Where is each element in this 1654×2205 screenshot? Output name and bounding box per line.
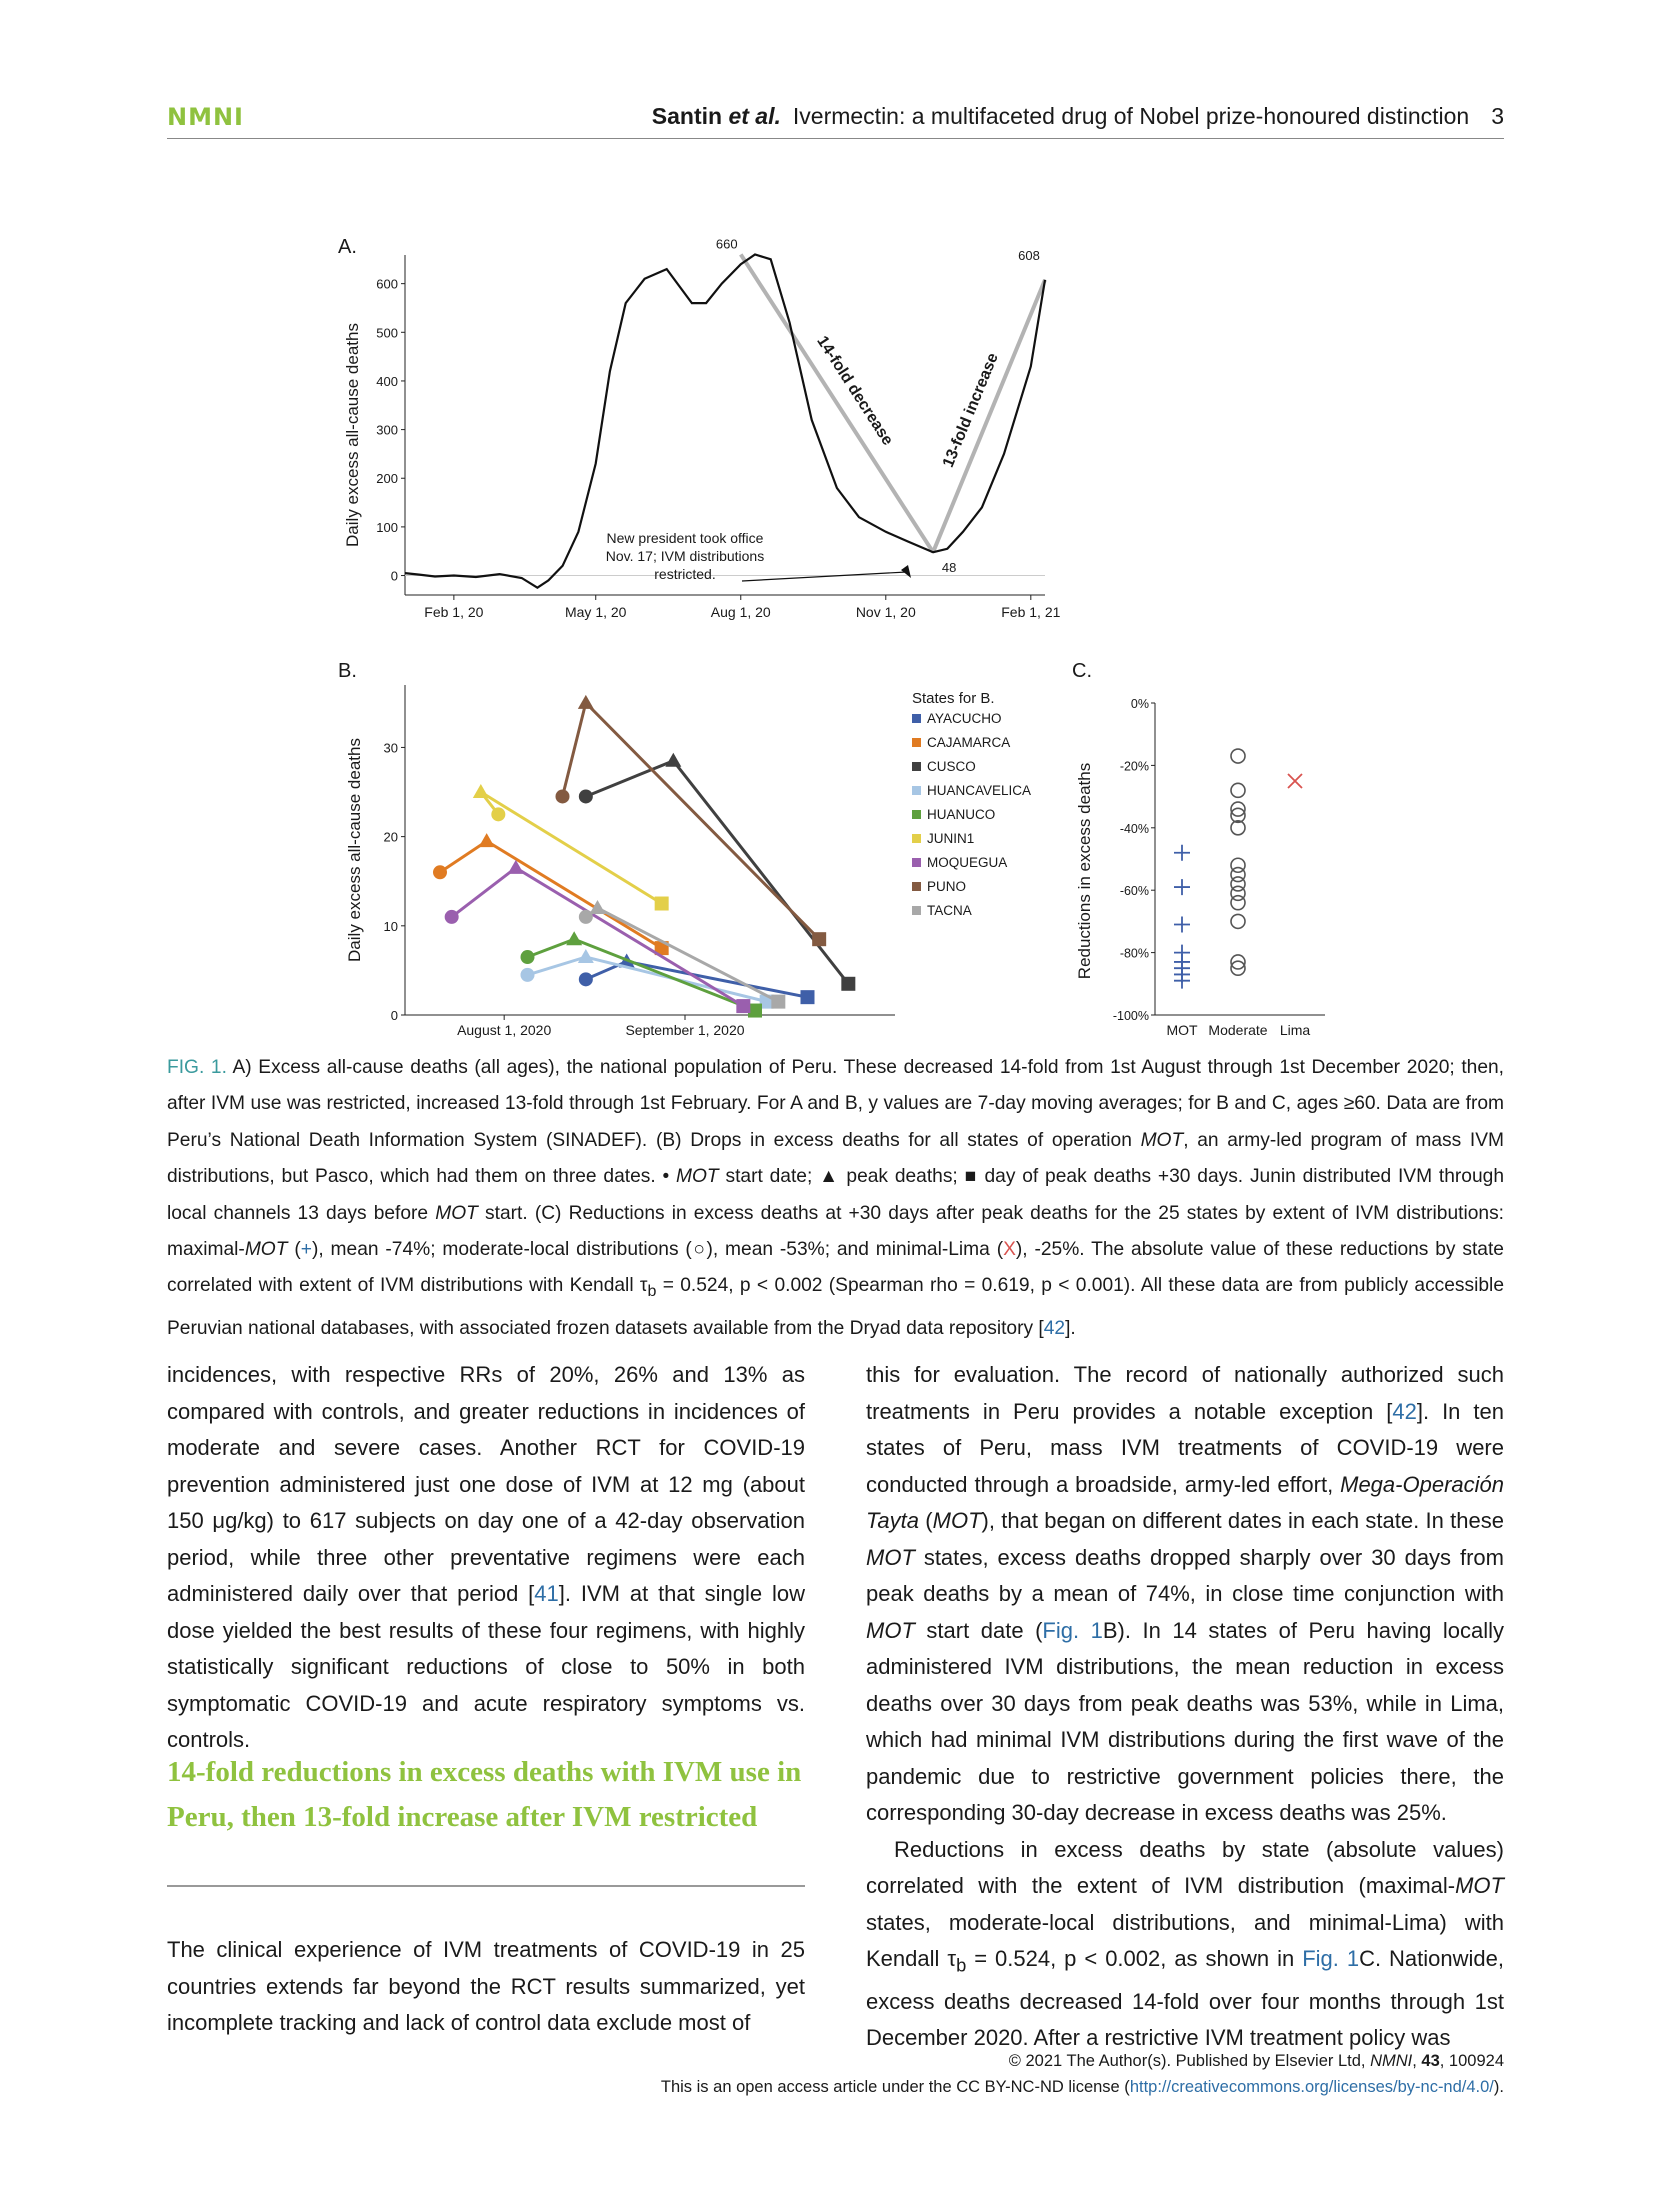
panel-a-x-tick-label: Aug 1, 20 xyxy=(710,604,771,620)
panel-b-legend-swatch xyxy=(912,834,921,843)
panel-b-series-line xyxy=(440,841,662,948)
caption-mot: MOT xyxy=(1140,1129,1184,1151)
footer-license xyxy=(661,2078,1504,2097)
panel-a-trend-label-decrease: 14-fold decrease xyxy=(813,333,897,449)
panel-a-y-tick-label: 600 xyxy=(376,276,398,292)
text: ]. IVM at that single low dose yielded the best results of these four regimens, with highly statistically significant reductions of close to 50% in both symptomatic COVID-19 and acute respiratory symptoms vs. controls. xyxy=(167,1581,805,1752)
panel-a-trough-label: 48 xyxy=(941,560,957,576)
text: ]. In ten states of Peru, mass IVM treatments of COVID-19 were conducted through a broadside, army-led effort, xyxy=(866,1398,1504,1497)
subscript: b xyxy=(956,1954,967,1976)
panel-c-mot-marker xyxy=(1174,879,1190,895)
caption-text: ), mean -74%; moderate-local distributions ( xyxy=(311,1239,692,1261)
panel-b-legend-label: JUNIN1 xyxy=(927,831,975,846)
panel-b-end-marker xyxy=(736,999,750,1013)
panel-a-y-tick-label: 400 xyxy=(376,373,398,389)
panel-b-start-marker xyxy=(521,968,535,982)
text: B). In 14 states of Peru having locally administered IVM distributions, the mean reduction in excess deaths over 30 days from peak deaths was 53%, while in Lima, which had minimal IVM distributions during the first wave of the pandemic due to restrictive government policies there, the corresponding 30-day decrease in excess deaths was 25%. xyxy=(866,1617,1504,1825)
panel-b-legend-label: CUSCO xyxy=(927,759,976,774)
panel-b-peak-marker xyxy=(566,931,582,945)
header-rule xyxy=(167,138,1504,139)
panel-c-moderate-marker xyxy=(1231,783,1245,797)
panel-b-peak-marker xyxy=(578,949,594,963)
panel-b-legend-label: HUANUCO xyxy=(927,807,996,822)
header-etal: et al. xyxy=(728,103,781,129)
caption-text: ( xyxy=(287,1239,301,1261)
journal-name: NMNI xyxy=(167,103,244,131)
page-number: 3 xyxy=(1491,103,1504,129)
panel-c-mot-marker xyxy=(1174,917,1190,933)
panel-b-peak-marker xyxy=(578,695,594,709)
panel-b-end-marker xyxy=(812,932,826,946)
panel-c-y-tick-label: -40% xyxy=(1119,821,1149,836)
right-column xyxy=(866,1357,1504,2057)
caption-label: FIG. 1. xyxy=(167,1057,227,1078)
panel-b-legend-label: AYACUCHO xyxy=(927,711,1002,726)
panel-b-start-marker xyxy=(491,807,505,821)
panel-c-lima-marker xyxy=(1288,774,1302,788)
panel-a-trend-label-increase: 13-fold increase xyxy=(939,350,1002,470)
caption-text: ]. xyxy=(1065,1317,1076,1339)
paragraph: The clinical experience of IVM treatments of COVID-19 in 25 countries extends far beyond the RCT results summarized, yet incomplete tracking and lack of control data exclude most of xyxy=(167,1937,805,2035)
panel-a-label: A. xyxy=(338,236,357,258)
panel-b-end-marker xyxy=(771,995,785,1009)
text: this for evaluation. The record of nationally authorized such treatments in Peru provides a notable exception [ xyxy=(866,1362,1504,1424)
text: ), that began on different dates in each state. In these xyxy=(981,1508,1504,1533)
left-column-top xyxy=(167,1357,805,1759)
ref-42-link[interactable]: 42 xyxy=(1392,1398,1417,1424)
license-link[interactable]: http://creativecommons.org/licenses/by-nc-nd/4.0/ xyxy=(1129,2078,1494,2096)
panel-b-end-marker xyxy=(801,990,815,1004)
section-title: 14-fold reductions in excess deaths with IVM use in Peru, then 13-fold increase after IVM restricted xyxy=(167,1756,802,1833)
panel-c-x-tick-label: Moderate xyxy=(1208,1022,1268,1038)
text: start date ( xyxy=(914,1617,1043,1643)
panel-b-legend-swatch xyxy=(912,858,921,867)
caption-text: ), -25%. The absolute value of these reductions by state correlated with extent of IVM distributions with Kendall τ xyxy=(167,1239,1504,1297)
header-authors: Santin xyxy=(651,103,723,129)
panel-c-label: C. xyxy=(1072,660,1092,682)
caption-mot: MOT xyxy=(676,1166,719,1188)
section-rule xyxy=(167,1885,805,1887)
figure-caption xyxy=(167,1050,1504,1347)
caption-plus-symbol: + xyxy=(300,1239,312,1261)
panel-b-label: B. xyxy=(338,660,357,682)
panel-b-legend-swatch xyxy=(912,786,921,795)
caption-circle-symbol: ○ xyxy=(691,1239,707,1261)
panel-c-y-axis-label: Reductions in excess deaths xyxy=(1075,762,1094,980)
panel-a-note-line: restricted. xyxy=(654,566,716,582)
panel-a-y-tick-label: 100 xyxy=(376,519,398,535)
panel-b-legend-label: HUANCAVELICA xyxy=(927,783,1032,798)
caption-text: , an army-led program of mass IVM distributions, but Pasco, which had them on three dates. • xyxy=(167,1129,1504,1188)
panel-a-note-line: Nov. 17; IVM distributions xyxy=(605,548,765,564)
panel-b-start-marker xyxy=(433,865,447,879)
panel-b-series-line xyxy=(563,703,820,939)
panel-c-y-tick-label: -60% xyxy=(1119,884,1149,899)
panel-a-peak2-label: 608 xyxy=(1018,247,1040,263)
panel-b-legend-title: States for B. xyxy=(912,690,995,707)
text-italic: MOT xyxy=(866,1544,915,1570)
panel-b-series-line xyxy=(528,939,756,1010)
panel-b-y-tick-label: 20 xyxy=(383,829,398,845)
panel-b-x-tick-label: September 1, 2020 xyxy=(625,1022,745,1038)
panel-b-legend-label: MOQUEGUA xyxy=(927,855,1008,870)
panel-c-moderate-marker xyxy=(1231,896,1245,910)
panel-b-series-line xyxy=(528,957,767,1002)
panel-b-start-marker xyxy=(579,789,593,803)
panel-c-y-tick-label: 0% xyxy=(1130,697,1149,711)
panel-b-legend-swatch xyxy=(912,810,921,819)
text: states, moderate-local distributions, and minimal-Lima) with Kendall τ xyxy=(866,1909,1504,1971)
text-italic: MOT xyxy=(932,1508,982,1533)
running-title: Ivermectin: a multifaceted drug of Nobel prize-honoured distinction xyxy=(792,103,1470,129)
paragraph xyxy=(866,1357,1504,1832)
panel-c-y-tick-label: -20% xyxy=(1119,759,1149,774)
panel-c-x-tick-label: MOT xyxy=(1166,1022,1198,1038)
panel-a-x-tick-label: Feb 1, 21 xyxy=(1001,604,1061,620)
caption-ref-42-link[interactable]: 42 xyxy=(1043,1317,1066,1339)
text: states, excess deaths dropped sharply over 30 days from peak deaths by a mean of 74%, in close time conjunction with xyxy=(866,1544,1504,1606)
text: C. Nationwide, excess deaths decreased 14-fold over four months through 1st December 2020. After a restrictive IVM treatment policy was xyxy=(866,1946,1504,2051)
text-italic: Mega-Operación Tayta xyxy=(866,1471,1504,1533)
panel-a-x-tick-label: Nov 1, 20 xyxy=(855,604,916,620)
panel-b-start-marker xyxy=(521,950,535,964)
text: incidences, with respective RRs of 20%, 26% and 13% as compared with controls, and greater reductions in incidences of moderate and severe cases. Another RCT for COVID-19 prevention administered just one dose of IVM at 12 mg (about 150 μg/kg) to 617 subjects on day one of a 42-day observation period, while three other preventative regimens were each administered daily over that period [ xyxy=(167,1362,805,1606)
panel-c-moderate-marker xyxy=(1231,914,1245,928)
panel-b-legend-swatch xyxy=(912,714,921,723)
caption-text: start date; ▲ peak deaths; ■ day of peak deaths +30 days. Junin distributed IVM through local channels 13 days before xyxy=(167,1166,1504,1224)
caption-text: start. (C) Reductions in excess deaths at +30 days after peak deaths for the 25 states by extent of IVM distributions: maximal- xyxy=(167,1202,1505,1261)
panel-a-y-axis-label: Daily excess all-cause deaths xyxy=(343,323,362,547)
text: = 0.524, p < 0.002, as shown in xyxy=(966,1946,1303,1971)
panel-b-legend-swatch xyxy=(912,738,921,747)
caption-subscript: b xyxy=(647,1283,657,1301)
panel-a-trend-line xyxy=(741,254,933,552)
panel-c-mot-marker xyxy=(1174,845,1190,861)
panel-a-note-arrow-line xyxy=(742,572,907,581)
panel-b-start-marker xyxy=(579,972,593,986)
caption-text: = 0.524, p < 0.002 (Spearman rho = 0.619, p < 0.001). All these data are from publicly accessible Peruvian national databases, with associated frozen datasets available from the Dryad data repository [ xyxy=(167,1275,1504,1339)
caption-x-symbol: X xyxy=(1003,1239,1016,1261)
panel-b-legend-label: TACNA xyxy=(927,903,972,918)
fig-1c-link[interactable]: Fig. 1 xyxy=(1302,1946,1360,1971)
panel-b-y-tick-label: 0 xyxy=(390,1008,398,1023)
text: , 100924 xyxy=(1439,2052,1504,2070)
panel-b-end-marker xyxy=(841,977,855,991)
panel-b-series-line xyxy=(586,761,849,984)
fig-1b-link[interactable]: Fig. 1 xyxy=(1042,1617,1103,1643)
panel-c-x-tick-label: Lima xyxy=(1279,1022,1311,1038)
caption-text: ), mean -53%; and minimal-Lima ( xyxy=(706,1239,1004,1261)
text: © 2021 The Author(s). Published by Elsevier Ltd, xyxy=(1008,2052,1371,2070)
caption-mot: MOT xyxy=(435,1202,478,1224)
panel-b-start-marker xyxy=(445,910,459,924)
panel-b-y-axis-label: Daily excess all-cause deaths xyxy=(345,738,364,962)
text: ). xyxy=(1493,2078,1504,2096)
panel-b-series-line xyxy=(481,792,662,904)
text: , xyxy=(1412,2052,1422,2070)
panel-b-peak-marker xyxy=(479,833,495,847)
text-italic: MOT xyxy=(866,1617,915,1643)
panel-b-end-marker xyxy=(655,897,669,911)
panel-a-peak1-label: 660 xyxy=(715,236,738,252)
paragraph xyxy=(167,1357,805,1759)
panel-b-peak-marker xyxy=(665,753,681,767)
panel-c-moderate-marker xyxy=(1231,749,1245,763)
running-header xyxy=(167,103,1504,137)
caption-mot: MOT xyxy=(244,1239,288,1261)
text-bold: 43 xyxy=(1421,2052,1440,2070)
text-italic: NMNI xyxy=(1370,2052,1413,2070)
panel-b-y-tick-label: 10 xyxy=(383,918,398,934)
panel-b-peak-marker xyxy=(473,784,489,798)
panel-b-start-marker xyxy=(556,789,570,803)
text: Reductions in excess deaths by state (absolute values) correlated with the extent of IVM distribution (maximal- xyxy=(866,1836,1504,1898)
text: This is an open access article under the CC BY-NC-ND license ( xyxy=(660,2078,1130,2096)
text-italic: MOT xyxy=(1455,1873,1504,1898)
panel-a-y-tick-label: 0 xyxy=(390,568,398,584)
panel-a-y-tick-label: 200 xyxy=(376,471,398,487)
paragraph xyxy=(866,1832,1504,2057)
panel-a-note-line: New president took office xyxy=(606,530,764,546)
panel-c-y-tick-label: -80% xyxy=(1119,946,1149,961)
panel-a-y-tick-label: 500 xyxy=(376,325,398,341)
panel-b-legend-label: CAJAMARCA xyxy=(927,735,1011,750)
ref-41-link[interactable]: 41 xyxy=(534,1581,559,1606)
caption-text: A) Excess all-cause deaths (all ages), the national population of Peru. These decreased 14-fold from 1st August through 1st December 2020; then, after IVM use was restricted, increased 13-fold through 1st February. For A and B, y values are 7-day moving averages; for B and C, ages ≥60. Data are from Peru’s National Death Information System (SINADEF). (B) Drops in excess deaths for all states of operation xyxy=(167,1057,1505,1151)
figure-1 xyxy=(330,225,1330,1045)
footer-copyright xyxy=(1009,2052,1504,2071)
panel-c-y-tick-label: -100% xyxy=(1112,1009,1149,1023)
text: ( xyxy=(919,1508,933,1533)
panel-a-x-tick-label: May 1, 20 xyxy=(564,604,627,620)
panel-b-legend-swatch xyxy=(912,906,921,915)
panel-b-x-tick-label: August 1, 2020 xyxy=(457,1022,552,1038)
header-right xyxy=(652,103,1504,130)
panel-a-trend-line xyxy=(933,280,1045,552)
left-column-bottom xyxy=(167,1932,805,2042)
panel-b-legend-label: PUNO xyxy=(927,879,967,894)
panel-a-x-tick-label: Feb 1, 20 xyxy=(424,604,484,620)
panel-b-legend-swatch xyxy=(912,882,921,891)
panel-a-y-tick-label: 300 xyxy=(376,422,398,438)
panel-b-y-tick-label: 30 xyxy=(383,740,398,756)
panel-b-legend-swatch xyxy=(912,762,921,771)
